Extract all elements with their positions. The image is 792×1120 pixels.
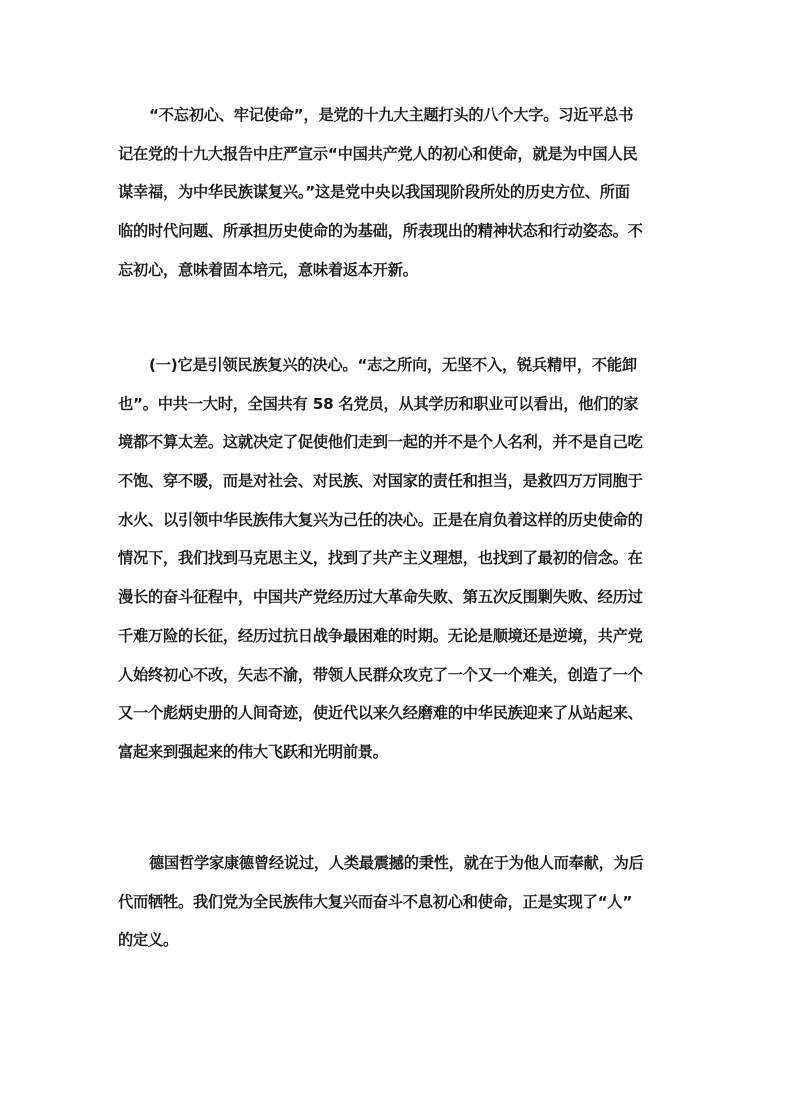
paragraph-1 (118, 96, 678, 289)
text-line: 忘初心，意味着固本培元，意味着返本开新。 (118, 260, 418, 279)
text-line: 富起来到强起来的伟大飞跃和光明前景。 (118, 742, 388, 761)
text-line: 又一个彪炳史册的人间奇迹，使近代以来久经磨难的中华民族迎来了从站起来、 (118, 704, 643, 723)
text-line: 记在党的十九大报告中庄严宣示“中国共产党人的初心和使命，就是为中国人民 (118, 144, 638, 163)
text-line: “不忘初心、牢记使命”，是党的十九大主题打头的八个大字。习近平总书 (149, 106, 634, 124)
text-line: 情况下，我们找到马克思主义，找到了共产主义理想，也找到了最初的信念。在 (118, 549, 643, 568)
text-line: 代而牺牲。我们党为全民族伟大复兴而奋斗不息初心和使命，正是实现了“人” (118, 892, 633, 911)
text-line: (一)它是引领民族复兴的决心。“志之所向，无坚不入，锐兵精甲，不能卸 (149, 356, 637, 374)
text-line: 千难万险的长征，经历过抗日战争最困难的时期。无论是顺境还是逆境，共产党 (118, 626, 643, 645)
text-line: 的定义。 (118, 931, 178, 950)
text-line: 人始终初心不改，矢志不渝，带领人民群众攻克了一个又一个难关，创造了一个 (118, 665, 643, 684)
text-line: 不饱、穿不暖，而是对社会、对民族、对国家的责任和担当，是救四万万同胞于 (118, 472, 643, 491)
paragraph-2 (118, 346, 678, 772)
text-line: 也”。中共一大时，全国共有 58 名党员，从其学历和职业可以看出，他们的家 (118, 394, 639, 413)
text-line: 境都不算太差。这就决定了促使他们走到一起的并不是个人名利，并不是自己吃 (118, 433, 643, 452)
text-line: 谋幸福，为中华民族谋复兴。”这是党中央以我国现阶段所处的历史方位、所面 (118, 183, 630, 202)
text-line: 漫长的奋斗征程中，中国共产党经历过大革命失败、第五次反围剿失败、经历过 (118, 588, 643, 607)
text-line: 临的时代问题、所承担历史使命的为基础，所表现出的精神状态和行动姿态。不 (118, 222, 643, 241)
text-line: 水火、以引领中华民族伟大复兴为己任的决心。正是在肩负着这样的历史使命的 (118, 510, 643, 529)
paragraph-3 (118, 844, 678, 960)
text-line: 德国哲学家康德曾经说过，人类最震撼的秉性，就在于为他人而奉献，为后 (149, 854, 644, 872)
